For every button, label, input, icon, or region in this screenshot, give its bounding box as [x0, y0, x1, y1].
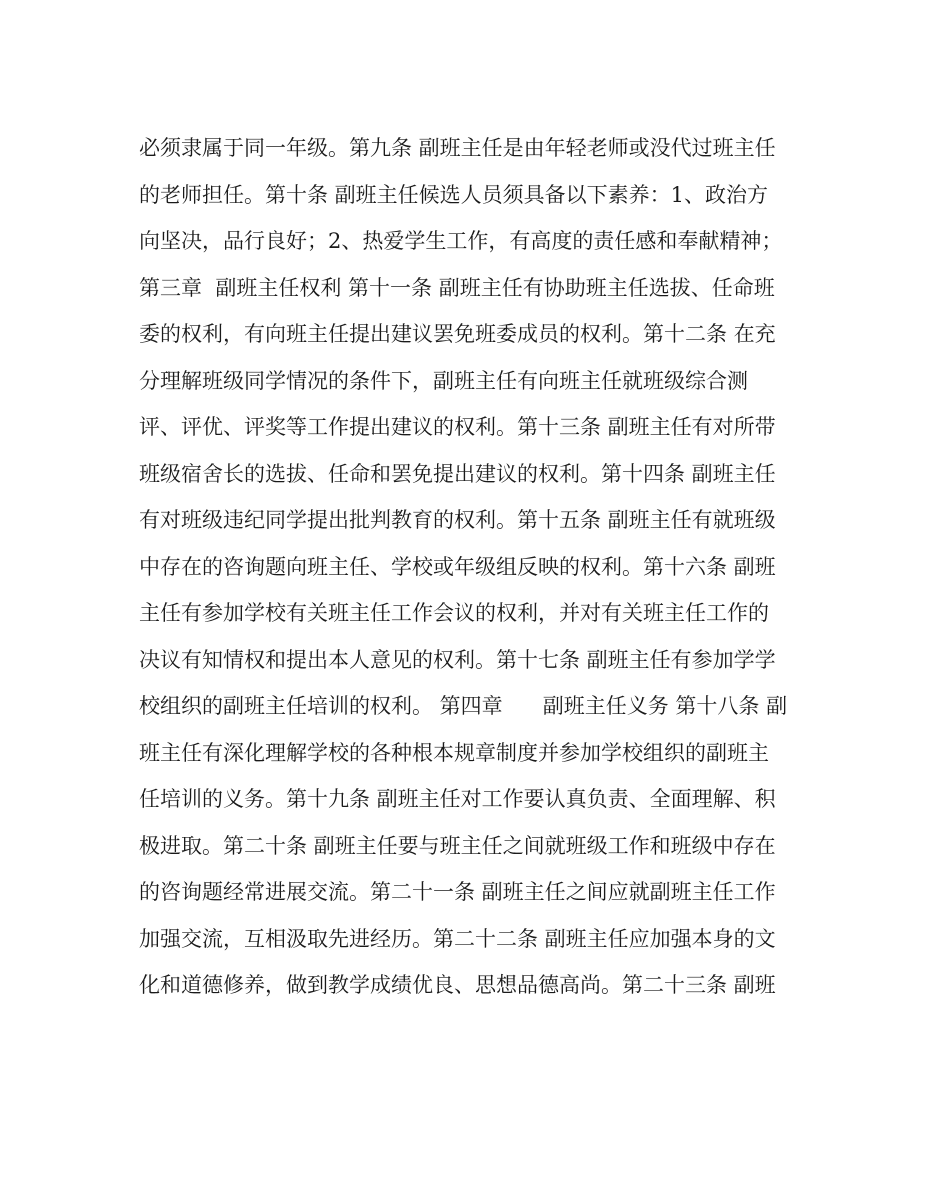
text-line: 校组织的副班主任培训的权利。 第四章 副班主任义务 第十八条 副 [139, 694, 788, 718]
text-line: 评、评优、评奖等工作提出建议的权利。第十三条 副班主任有对所带 [139, 415, 776, 439]
text-line: 任培训的义务。第十九条 副班主任对工作要认真负责、全面理解、积 [139, 787, 776, 811]
text-line: 的老师担任。第十条 副班主任候选人员须具备以下素养：1、政治方 [139, 182, 769, 207]
text-line: 分理解班级同学情况的条件下，副班主任有向班主任就班级综合测 [139, 368, 748, 393]
text-line: 的咨询题经常进展交流。第二十一条 副班主任之间应就副班主任工作 [139, 880, 776, 904]
text-line: 班级宿舍长的选拔、任命和罢免提出建议的权利。第十四条 副班主任 [139, 461, 776, 486]
text-line: 第三章 副班主任权利 第十一条 副班主任有协助班主任选拔、任命班 [139, 275, 775, 300]
text-line: 加强交流，互相汲取先进经历。第二十二条 副班主任应加强本身的文 [139, 926, 776, 951]
text-line: 决议有知情权和提出本人意见的权利。第十七条 副班主任有参加学学 [139, 647, 776, 672]
text-line: 向坚决，品行良好；2、热爱学生工作，有高度的责任感和奉献精神； [139, 229, 783, 253]
text-line: 委的权利，有向班主任提出建议罢免班委成员的权利。第十二条 在充 [139, 322, 776, 346]
text-line: 极进取。第二十条 副班主任要与班主任之间就班级工作和班级中存在 [139, 833, 776, 858]
text-line: 有对班级违纪同学提出批判教育的权利。第十五条 副班主任有就班级 [139, 508, 776, 532]
text-line: 主任有参加学校有关班主任工作会议的权利，并对有关班主任工作的 [139, 601, 769, 625]
text-line: 化和道德修养，做到教学成绩优良、思想品德高尚。第二十三条 副班 [139, 973, 776, 997]
document-body [139, 125, 819, 1009]
text-line: 中存在的咨询题向班主任、学校或年级组反映的权利。第十六条 副班 [139, 554, 776, 579]
text-line: 班主任有深化理解学校的各种根本规章制度并参加学校组织的副班主 [139, 740, 769, 765]
text-line: 必须隶属于同一年级。第九条 副班主任是由年轻老师或没代过班主任 [139, 136, 776, 160]
